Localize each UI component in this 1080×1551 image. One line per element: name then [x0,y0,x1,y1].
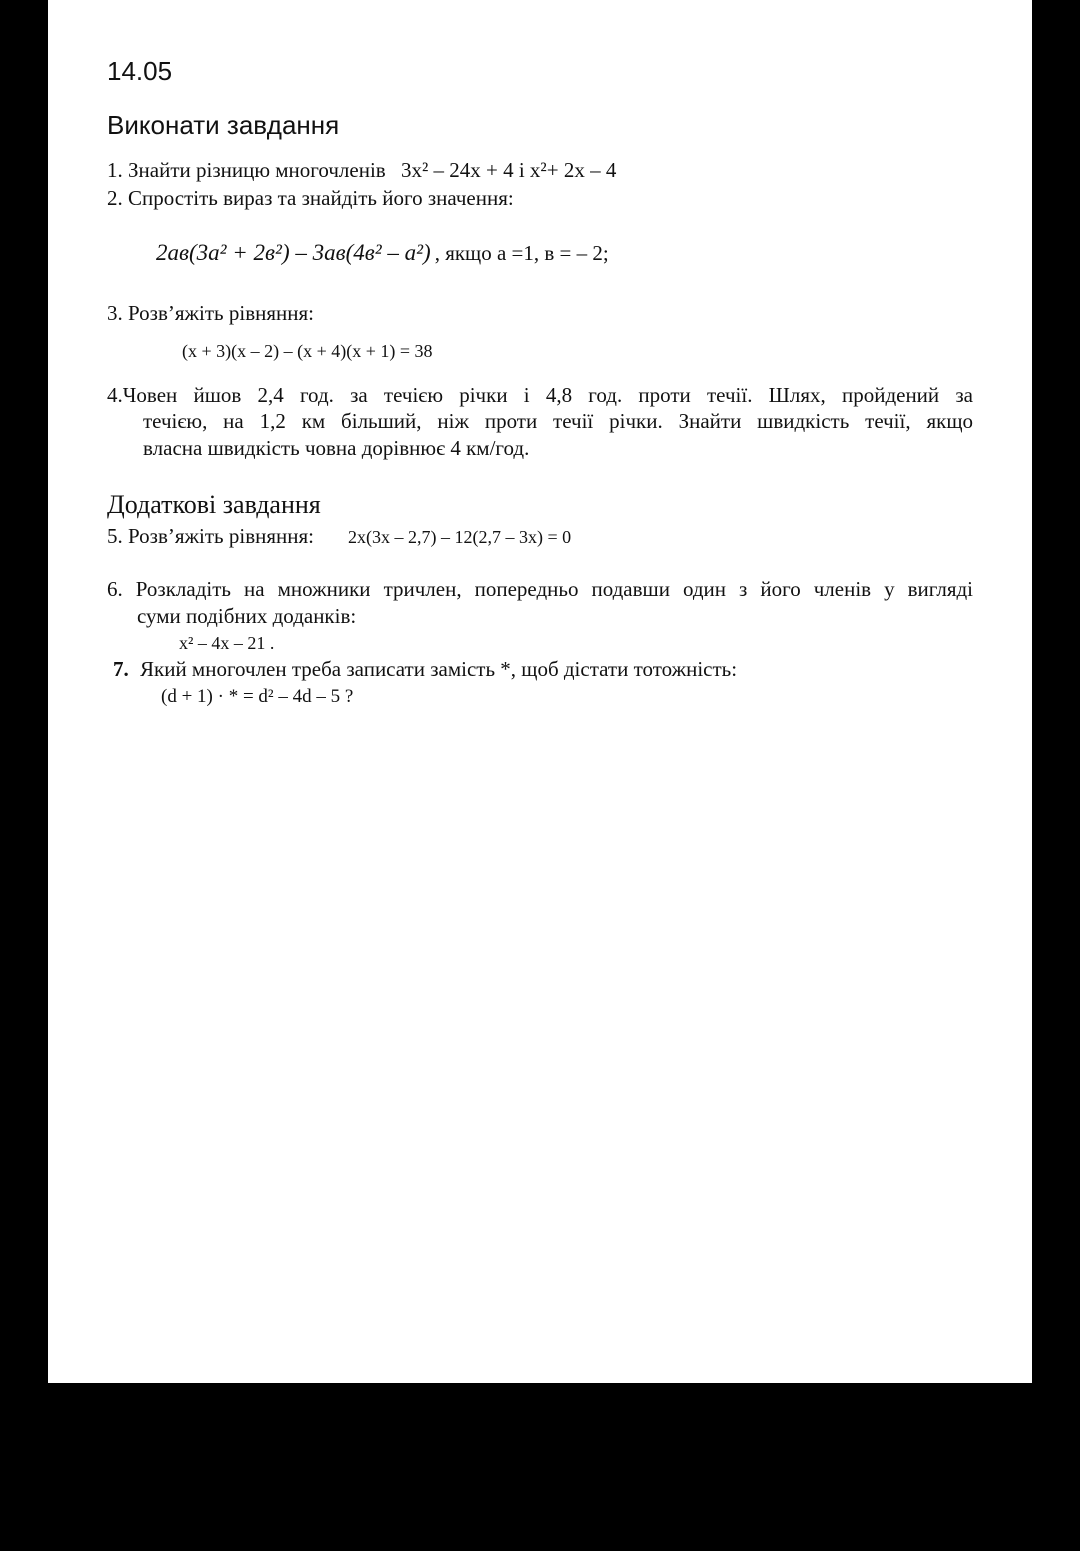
task-1 [107,158,616,183]
task-6-line-2: суми подібних доданків: [137,604,357,628]
task-2-expression [156,240,609,266]
extra-tasks-heading: Додаткові завдання [107,490,321,519]
task-6-line-1: 6. Розкладіть на множники тричлен, попередньо подавши один з його членів у вигляді [107,577,973,601]
main-heading: Виконати завдання [107,110,340,140]
document-page [48,0,1032,1383]
task-7-number: 7. [113,657,129,681]
task-6-formula: x² – 4x – 21 . [179,633,275,653]
task-2-formula: 2ав(3а² + 2в²) – 3ав(4в² – а²) [156,240,431,265]
task-5 [107,524,571,549]
task-1-formula: 3x² – 24x + 4 і x²+ 2x – 4 [400,158,617,182]
task-3-text: 3. Розв’яжіть рівняння: [107,301,314,325]
task-3-formula: (x + 3)(x – 2) – (x + 4)(x + 1) = 38 [182,341,433,361]
task-7 [113,657,737,682]
task-2-condition: , якщо а =1, в = – 2; [434,241,609,265]
document-date: 14.05 [107,56,173,86]
task-4-line-3: власна швидкість човна дорівнює 4 км/год. [143,436,530,460]
task-4-line-2: течією, на 1,2 км більший, ніж проти течії річки. Знайти швидкість течії, якщо [143,409,973,433]
task-1-text: 1. Знайти різницю многочленів [107,158,386,182]
task-5-formula: 2x(3x – 2,7) – 12(2,7 – 3x) = 0 [348,527,572,547]
task-7-formula: (d + 1) · * = d² – 4d – 5 ? [161,686,354,707]
task-7-text: Який многочлен треба записати замість *, щоб дістати тотожність: [140,657,738,681]
task-4-line-1: 4.Човен йшов 2,4 год. за течією річки і 4,8 год. проти течії. Шлях, пройдений за [107,383,973,407]
task-2-text: 2. Спростіть вираз та знайдіть його значення: [107,186,514,210]
task-5-text: 5. Розв’яжіть рівняння: [107,524,314,548]
